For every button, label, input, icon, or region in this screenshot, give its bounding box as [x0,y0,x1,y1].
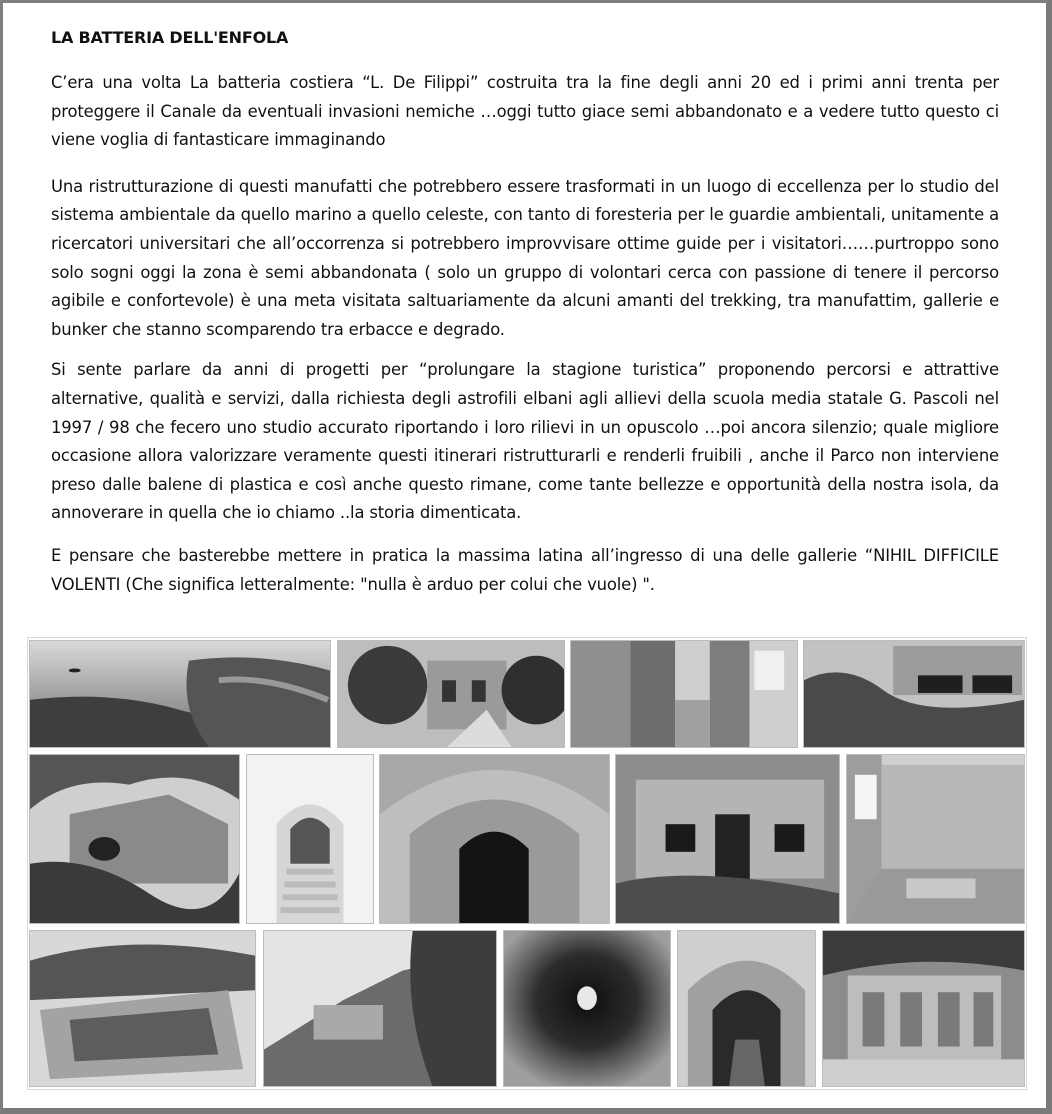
paragraph-intro: C’era una volta La batteria costiera “L. De Filippi” costruita tra la fine degli anni 20 ed i primi anni trenta per proteggere il Canale da eventuali invasioni nemiche …oggi tutto giace semi abbandonato e a vedere tutto questo ci viene voglia di fantasticare immaginando [51,73,999,150]
photo-empty-room [846,754,1025,924]
photo-coastline [29,640,331,748]
photo-collage [27,637,1027,1090]
photo-ruins-hillside [263,930,497,1087]
paragraph-restoration: Una ristrutturazione di questi manufatti che potrebbero essere trasformati in un luogo di eccellenza per lo studio del sistema ambientale da quello marino a quello celeste, con tanto di foresteria per le guardie ambientali, unitamente a ricercatori universitari che all’occorrenza si potrebbero improvvisare ottime guide per i visitatori……purtroppo sono solo sogni oggi la zona è semi abbandonata ( solo un gruppo di volontari cerca con passione di tenere il percorso agibile e confortevole) è una meta visitata saltuariamente da alcuni amanti del trekking, tra manufattim, gallerie e bunker che stanno scomparendo tra erbacce e degrado. [51,176,999,339]
photo-ruin-under-tree [29,754,240,924]
paragraph-latin-motto: E pensare che basterebbe mettere in pratica la massima latina all’ingresso di una delle gallerie “NIHIL DIFFICILE VOLENTI (Che significa letteralmente: "nulla è arduo per colui che vuole) ". [51,545,999,594]
photo-overgrown-gun-pit [29,930,256,1087]
document-title: LA BATTERIA DELL'ENFOLA [51,28,289,47]
photo-bunker-vegetation [803,640,1025,748]
photo-building-doorways [822,930,1025,1087]
photo-concrete-interior [570,640,798,748]
photo-bunker-windows [615,754,840,924]
photo-dark-tunnel [503,930,671,1087]
paragraph-projects: Si sente parlare da anni di progetti per “prolungare la stagione turistica” proponendo percorsi e attrattive alternative, qualità e servizi, dalla richiesta degli astrofili elbani agli allievi della scuola media statale G. Pascoli nel 1997 / 98 che fecero uno studio accurato riportando i loro rilievi in un opuscolo …poi ancora silenzio; quale migliore occasione allora valorizzare veramente questi itinerari ristrutturarli e renderli fruibili , anche il Parco non interviene preso dalle balene di plastica e così anche questo rimane, come tante bellezze e opportunità della nostra isola, da annoverare in quella che io chiamo ..la storia dimenticata. [51,360,999,523]
document-body [51,27,999,617]
photo-white-stairway [246,754,374,924]
photo-tunnel-arch-inscription [379,754,610,924]
photo-ruined-building-path [337,640,565,748]
photo-arched-tunnel [677,930,816,1087]
